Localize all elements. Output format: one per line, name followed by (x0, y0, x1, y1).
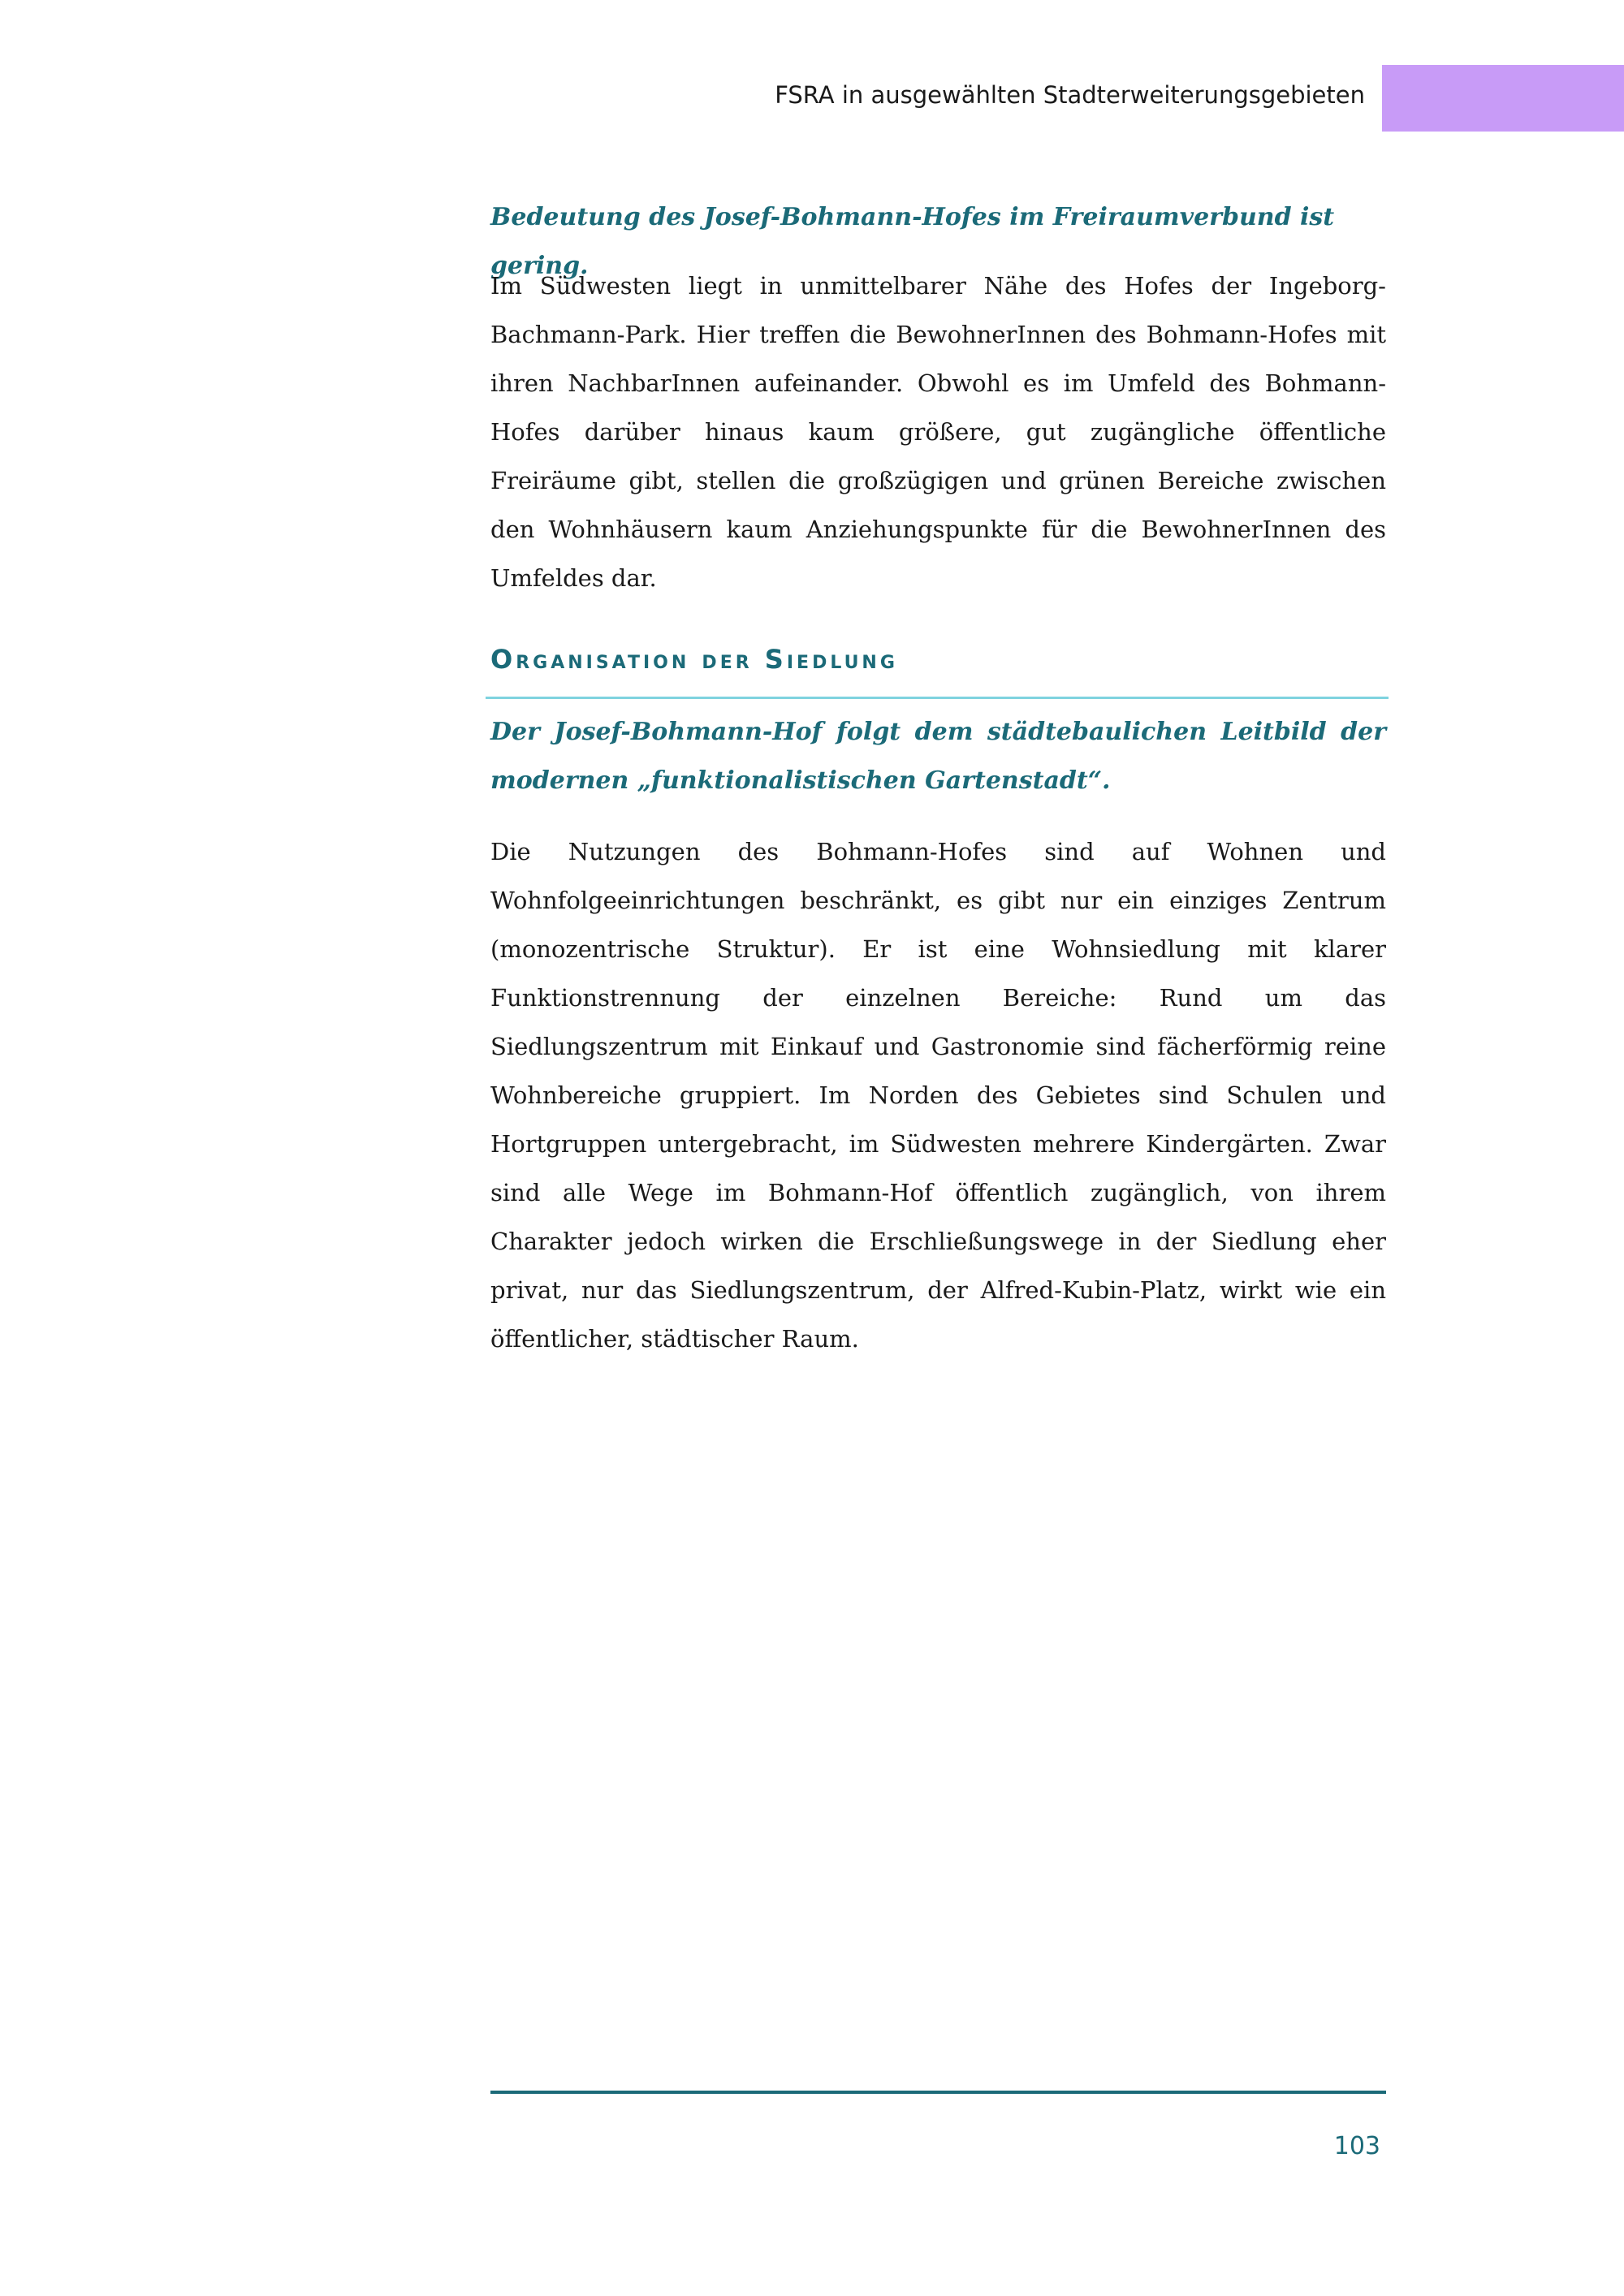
section-heading-block (490, 644, 1386, 675)
running-header-title: FSRA in ausgewählten Stadterweiterungsgebieten (775, 81, 1365, 109)
lead-statement: Der Josef-Bohmann-Hof folgt dem städtebaulichen Leitbild der modernen „funktionalistischen Gartenstadt“. (490, 718, 1386, 795)
header-color-tab (1382, 65, 1624, 132)
section-divider (486, 697, 1389, 699)
body-paragraph: Die Nutzungen des Bohmann-Hofes sind auf Wohnen und Wohnfolgeeinrichtungen beschränkt, es gibt nur ein einziges Zentrum (monozentrische Struktur). Er ist eine Wohnsiedlung mit klarer Funktionstrennung der einzelnen Bereiche: Rund um das Siedlungszentrum mit Einkauf und Gastronomie sind fächerförmig reine Wohnbereiche gruppiert. Im Norden des Gebietes sind Schulen und Hortgruppen untergebracht, im Südwesten mehrere Kindergärten. Zwar sind alle Wege im Bohmann-Hof öffentlich zugänglich, von ihrem Charakter jedoch wirken die Erschließungswege in der Siedlung eher privat, nur das Siedlungszentrum, der Alfred-Kubin-Platz, wirkt wie ein öffentlicher, städtischer Raum. (490, 838, 1386, 1353)
section-intro-body (490, 261, 1386, 602)
body-paragraph: Im Südwesten liegt in unmittelbarer Nähe des Hofes der Ingeborg-Bachmann-Park. Hier treffen die BewohnerInnen des Bohmann-Hofes mit ihren NachbarInnen aufeinander. Obwohl es im Umfeld des Bohmann-Hofes darüber hinaus kaum größere, gut zugängliche öffentliche Freiräume gibt, stellen die großzügigen und grünen Bereiche zwischen den Wohnhäusern kaum Anziehungspunkte für die BewohnerInnen des Umfeldes dar. (490, 272, 1386, 592)
footer-divider (490, 2091, 1386, 2094)
page-number: 103 (1333, 2132, 1380, 2160)
section-heading: Organisation der Siedlung (490, 644, 898, 675)
lead-statement: Bedeutung des Josef-Bohmann-Hofes im Freiraumverbund ist gering. (490, 203, 1335, 280)
section-organisation-lead (490, 708, 1386, 805)
section-organisation-body (490, 827, 1386, 1363)
